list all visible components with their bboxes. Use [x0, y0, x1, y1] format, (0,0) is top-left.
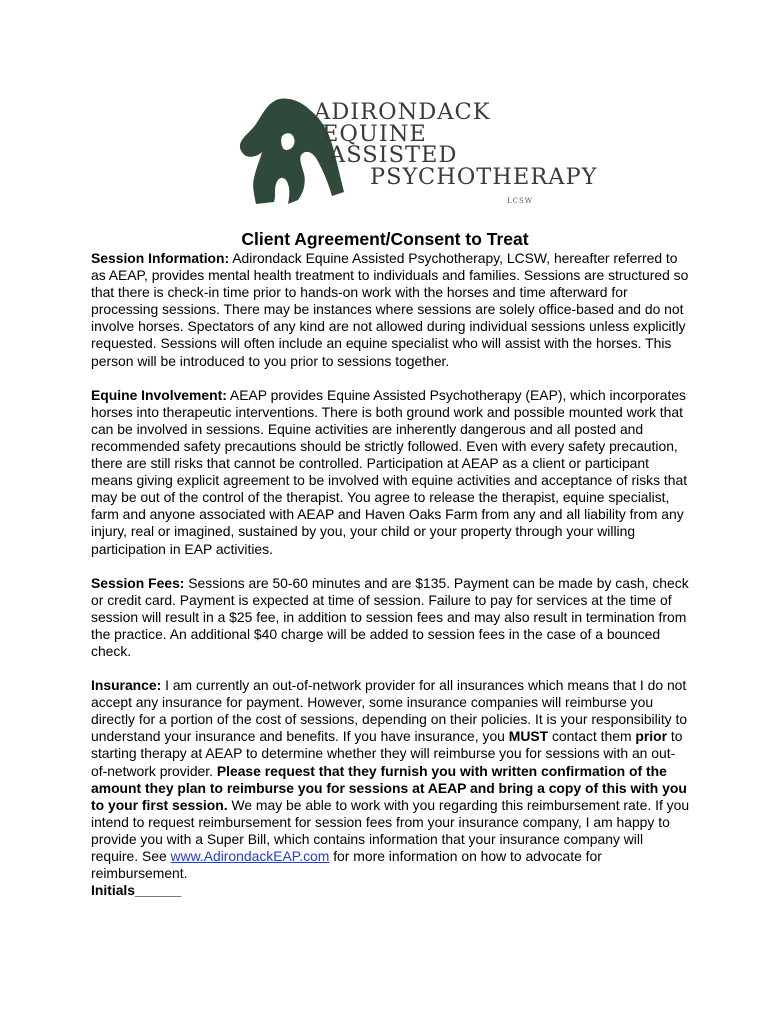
logo-line-assisted: ASSISTED — [329, 142, 458, 168]
insurance-text-3: to starting therapy at AEAP to determine whether they will reimburse you for sessions with an out-of-network provider. — [91, 728, 683, 779]
website-link[interactable]: www.AdirondackEAP.com — [170, 848, 330, 864]
insurance-text-2: contact them — [548, 728, 636, 745]
session-fees-paragraph — [91, 575, 691, 660]
session-fees-label: Session Fees: — [91, 574, 185, 591]
session-fees-text: Sessions are 50-60 minutes and are $135. Payment can be made by cash, check or credit card. Payment is expected at time of session. Failure to pay for services at the time of session will result in a $25 fee, in addition to session fees and may also result in termination from the practice. An additional $40 charge will be added to session fees in the case of a bounced check. — [91, 574, 689, 659]
equine-involvement-paragraph — [91, 387, 691, 558]
equine-involvement-label: Equine Involvement: — [91, 386, 227, 403]
insurance-prior-emphasis: prior — [635, 728, 668, 745]
insurance-paragraph — [91, 677, 691, 882]
logo-line-adirondack: ADIRONDACK — [314, 99, 491, 125]
document-body — [91, 250, 691, 916]
session-information-label: Session Information: — [91, 250, 230, 266]
initials-field[interactable]: Initials______ — [91, 882, 182, 899]
logo-subtitle: LCSW — [507, 197, 533, 205]
insurance-text-1: I am currently an out-of-network provider for all insurances which means that I do not accept any insurance for payment. However, some insurance companies will reimburse you directly for a portion of the cost of sessions, depending on their policies. It is your responsibility to understand your insurance and benefits. If you have insurance, you — [91, 677, 688, 745]
insurance-label: Insurance: — [91, 677, 162, 694]
practice-logo — [236, 96, 598, 214]
insurance-text-5: for more information on how to advocate for reimbursement. — [91, 848, 602, 882]
session-information-paragraph — [91, 250, 691, 370]
logo-line-psychotherapy: PSYCHOTHERAPY — [370, 163, 598, 190]
logo-line-equine: EQUINE — [322, 120, 427, 147]
logo-wordmark — [314, 99, 598, 205]
insurance-must-emphasis: MUST — [508, 728, 549, 745]
session-information-text: Adirondack Equine Assisted Psychotherapy, LCSW, hereafter referred to as AEAP, provides mental health treatment to individuals and families. Sessions are structured so that there is check-in time prior to hands-on work with the horses and time afterward for processing sessions. There may be instances where sessions are solely office-based and do not involve horses. Spectators of any kind are not allowed during individual sessions unless explicitly requested. Sessions will often include an equine specialist who will assist with the horses. This person will be introduced to you prior to sessions together. — [91, 250, 689, 369]
insurance-request-emphasis: Please request that they furnish you with written confirmation of the amount they plan to reimburse you for sessions at AEAP and bring a copy of this with you to your first session. — [91, 762, 687, 813]
equine-involvement-text: AEAP provides Equine Assisted Psychotherapy (EAP), which incorporates horses into therapeutic interventions. There is both ground work and possible mounted work that can be involved in sessions. Equine activities are inherently dangerous and all posted and recommended safety precautions should be strictly followed. Even with every safety precaution, there are still risks that cannot be controlled. Participation at AEAP as a client or participant means giving explicit agreement to be involved with equine activities and acceptance of risks that may be out of the control of the therapist. You agree to release the therapist, equine specialist, farm and anyone associated with AEAP and Haven Oaks Farm from any and all liability from any injury, real or imagined, sustained by you, your child or your property through your willing participation in EAP activities. — [91, 386, 688, 557]
document-title: Client Agreement/Consent to Treat — [241, 229, 529, 249]
insurance-text-4: We may be able to work with you regarding this reimbursement rate. If you intend to request reimbursement for session fees from your insurance company, I am happy to provide you with a Super Bill, which contains information that your insurance company will require. See — [91, 796, 690, 864]
